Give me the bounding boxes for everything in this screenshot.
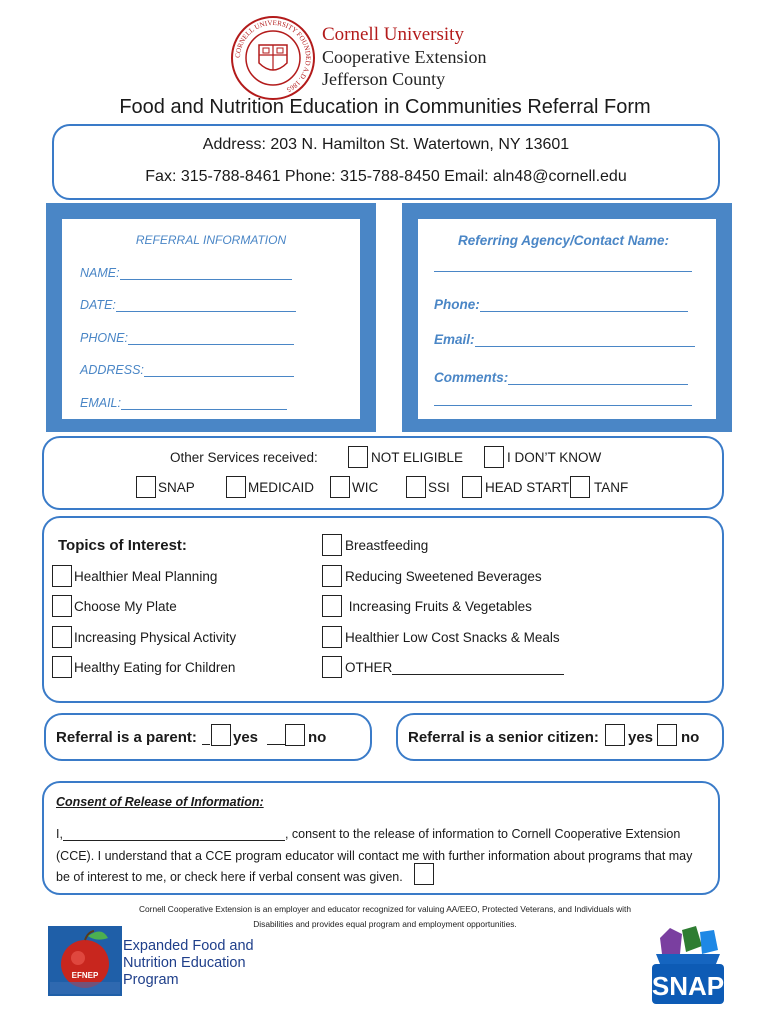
agency-phone-field[interactable]: Phone:	[434, 297, 688, 312]
snap-checkbox[interactable]	[136, 476, 156, 498]
topic-low-cost-snacks-label: Healthier Low Cost Snacks & Meals	[345, 630, 560, 645]
senior-yes-label: yes	[628, 729, 654, 746]
snap-logo-text: SNAP	[652, 971, 724, 1001]
head-start-label: HEAD START	[485, 480, 570, 495]
senior-label: Referral is a senior citizen:	[408, 729, 599, 746]
not-eligible-checkbox[interactable]	[348, 446, 368, 468]
topics-heading: Topics of Interest:	[58, 537, 187, 554]
topic-eating-children-label: Healthy Eating for Children	[74, 660, 236, 675]
footer-line2: Disabilities and provides equal program and employment opportunities.	[253, 919, 517, 929]
contact-fax-phone-email: Fax: 315-788-8461 Phone: 315-788-8450 Email: aln48@cornell.edu	[145, 168, 627, 185]
wic-label: WIC	[352, 480, 379, 495]
parent-yes-label: yes	[233, 729, 259, 746]
contact-address: Address: 203 N. Hamilton St. Watertown, NY 13601	[202, 136, 570, 153]
topic-other-checkbox[interactable]	[322, 656, 342, 678]
efnep-logo	[48, 926, 122, 996]
medicaid-label: MEDICAID	[248, 480, 315, 495]
topic-breastfeeding-checkbox[interactable]	[322, 534, 342, 556]
verbal-consent-checkbox[interactable]	[414, 863, 434, 885]
tanf-checkbox[interactable]	[570, 476, 590, 498]
parent-label: Referral is a parent:	[56, 729, 197, 746]
referral-heading: REFERRAL INFORMATION	[135, 233, 287, 247]
agency-heading: Referring Agency/Contact Name:	[458, 233, 670, 248]
agency-name-line[interactable]	[434, 257, 692, 272]
parent-no-label: no	[308, 729, 327, 746]
topic-meal-planning-label: Healthier Meal Planning	[74, 569, 218, 584]
consent-line2: (CCE). I understand that a CCE program educator will contact me with further information about programs that may	[56, 849, 693, 863]
not-eligible-label: NOT ELIGIBLE	[371, 450, 464, 465]
consent-heading: Consent of Release of Information:	[56, 795, 264, 809]
consent-line3: be of interest to me, or check here if verbal consent was given.	[56, 870, 403, 884]
agency-panel	[402, 203, 732, 432]
parent-box	[44, 713, 372, 761]
senior-box	[396, 713, 724, 761]
referral-name-field[interactable]: NAME:	[80, 266, 292, 280]
parent-no-checkbox[interactable]	[285, 724, 305, 746]
consent-name-line[interactable]: I, , consent to the release of information to Cornell Cooperative Extension	[56, 827, 681, 841]
efnep-badge-text: EFNEP	[71, 971, 99, 980]
extension-name: Cooperative Extension	[322, 47, 487, 67]
snap-logo	[652, 920, 724, 1008]
topic-sweetened-beverages-label: Reducing Sweetened Beverages	[345, 569, 542, 584]
county-name: Jefferson County	[322, 69, 446, 89]
senior-no-checkbox[interactable]	[657, 724, 677, 746]
agency-email-field[interactable]: Email:	[434, 332, 695, 347]
topic-eating-children-checkbox[interactable]	[52, 656, 72, 678]
topic-fruits-vegetables-checkbox[interactable]	[322, 595, 342, 617]
referral-phone-field[interactable]: PHONE:	[80, 331, 294, 345]
topic-other-label[interactable]: OTHER	[345, 660, 564, 675]
services-label: Other Services received:	[170, 450, 318, 465]
head-start-checkbox[interactable]	[462, 476, 482, 498]
topic-choose-my-plate-checkbox[interactable]	[52, 595, 72, 617]
medicaid-checkbox[interactable]	[226, 476, 246, 498]
consent-box	[42, 781, 720, 895]
topic-physical-activity-label: Increasing Physical Activity	[74, 630, 237, 645]
parent-yes-blank	[202, 744, 210, 745]
senior-no-label: no	[681, 729, 700, 746]
topic-choose-my-plate-label: Choose My Plate	[74, 599, 177, 614]
parent-yes-checkbox[interactable]	[211, 724, 231, 746]
agency-comments-field[interactable]: Comments:	[434, 370, 688, 385]
parent-no-blank	[267, 744, 285, 745]
topic-breastfeeding-label: Breastfeeding	[345, 538, 429, 553]
services-box	[42, 436, 724, 510]
topic-sweetened-beverages-checkbox[interactable]	[322, 565, 342, 587]
topic-fruits-vegetables-label: Increasing Fruits & Vegetables	[345, 599, 532, 614]
topic-meal-planning-checkbox[interactable]	[52, 565, 72, 587]
referral-address-field[interactable]: ADDRESS:	[80, 363, 294, 377]
dont-know-label: I DON’T KNOW	[507, 450, 602, 465]
cornell-seal	[230, 15, 316, 101]
agency-comments-line[interactable]	[434, 391, 692, 406]
referral-email-field[interactable]: EMAIL:	[80, 396, 287, 410]
efnep-text-line1: Expanded Food and	[123, 938, 254, 954]
topics-box	[42, 516, 724, 703]
ssi-label: SSI	[428, 480, 450, 495]
topic-physical-activity-checkbox[interactable]	[52, 626, 72, 648]
university-name: Cornell University	[322, 24, 464, 45]
dont-know-checkbox[interactable]	[484, 446, 504, 468]
form-title: Food and Nutrition Education in Communities Referral Form	[119, 96, 651, 118]
topic-low-cost-snacks-checkbox[interactable]	[322, 626, 342, 648]
wic-checkbox[interactable]	[330, 476, 350, 498]
efnep-text-line2: Nutrition Education	[123, 955, 246, 971]
referral-panel	[46, 203, 376, 432]
contact-box	[52, 124, 720, 200]
snap-label: SNAP	[158, 480, 195, 495]
senior-yes-checkbox[interactable]	[605, 724, 625, 746]
ssi-checkbox[interactable]	[406, 476, 426, 498]
seal-text: CORNELL UNIVERSITY FOUNDED A.D. 1865	[233, 18, 313, 94]
tanf-label: TANF	[594, 480, 629, 495]
referral-date-field[interactable]: DATE:	[80, 298, 296, 312]
efnep-text-line3: Program	[123, 972, 179, 988]
footer-line1: Cornell Cooperative Extension is an employer and educator recognized for valuing AA/EEO, Protected Veterans, and Individuals with	[138, 904, 632, 914]
